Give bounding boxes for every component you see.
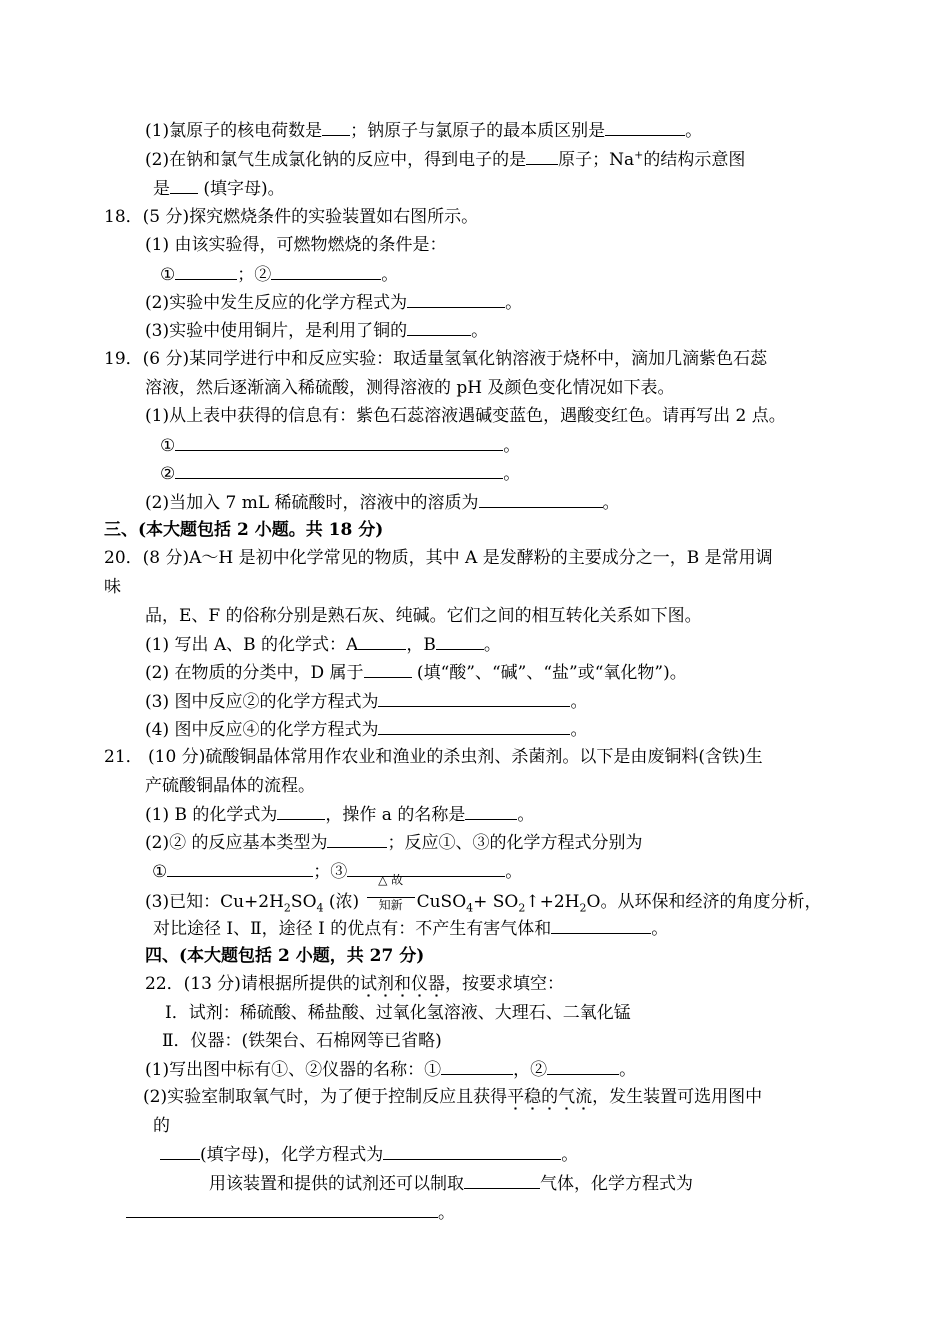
question-text: (5 分)探究燃烧条件的实验装置如右图所示。 [142,207,479,227]
subscript: 4 [316,901,324,915]
question-text: (填“酸”、“碱”、“盐”或“氧化物”)。 [411,663,687,683]
answer-blank[interactable] [551,916,651,934]
answer-blank[interactable] [175,262,237,280]
subscript: 2 [579,901,587,915]
question-text: 用该装置和提供的试剂还可以制取 [209,1174,464,1194]
question-text: (1)写出图中标有①、②仪器的名称：① [145,1060,442,1080]
answer-blank[interactable] [277,802,325,820]
equation-text: + SO [473,892,519,912]
q21-2-line [145,830,642,855]
answer-blank[interactable] [464,1171,540,1189]
condition-top: △ 故 [378,873,404,887]
q19-1-answer-1 [160,433,520,458]
q22-1-line [145,1057,636,1082]
answer-blank[interactable] [441,1057,513,1075]
punctuation: 。 [505,862,523,882]
answer-blank[interactable] [170,176,198,194]
punctuation: 。 [651,919,669,939]
answer-blank[interactable] [383,1142,561,1160]
reagent-list: I．试剂：稀硫酸、稀盐酸、过氧化氢溶液、大理石、二氧化锰 [165,1003,631,1023]
question-number: 21． [104,747,143,767]
punctuation: 。 [438,1203,455,1223]
question-text: (3) 图中反应②的化学方程式为 [145,692,379,712]
q21-cont: 产硫酸铜晶体的流程。 [145,776,315,796]
question-text: ，B [406,635,436,655]
question-text: (2)实验中发生反应的化学方程式为 [145,293,408,313]
circled-number: ① [160,265,176,285]
question-number: 18． [104,207,143,227]
punctuation: 。 [517,805,535,825]
question-text: (填字母)。 [198,179,285,199]
question-text: (2)在钠和氯气生成氯化钠的反应中，得到电子的是 [145,150,527,170]
question-text: (13 分)请根据所提供的 [183,974,360,994]
punctuation: 。 [561,1145,579,1165]
equation-text: CuSO [416,892,467,912]
answer-blank[interactable] [327,830,387,848]
question-text: (1) 写出 A、B 的化学式：A [145,635,359,655]
question-text: ；③ [313,862,348,882]
circled-number: ② [160,464,176,484]
q20-4-line [145,717,587,742]
q22-2c-answer [126,1200,455,1225]
q19-1-text: (1)从上表中获得的信息有：紫色石蕊溶液遇碱变蓝色，遇酸变红色。请再写出 2 点。 [145,406,786,426]
subscript: 2 [518,901,526,915]
superscript: + [634,148,644,162]
answer-blank[interactable] [407,318,471,336]
equation-text: (浓) [323,892,365,912]
q18-2-line [145,290,522,315]
question-text: (2)当加入 7 mL 稀硫酸时，溶液中的溶质为 [145,493,479,513]
answer-blank[interactable] [322,118,350,136]
reaction-condition [365,873,417,912]
answer-blank[interactable] [526,147,558,165]
question-text: (3)实验中使用铜片，是利用了铜的 [145,321,408,341]
q20-wrap: 味 [104,577,121,597]
q17-1-line [145,118,702,143]
answer-blank[interactable] [175,461,503,479]
answer-blank[interactable] [126,1200,438,1218]
punctuation: 。 [471,321,489,341]
q19-heading [104,347,767,371]
question-number: 22． [145,974,184,994]
question-text: 的结构示意图 [643,150,746,170]
question-text: (2)② 的反应基本类型为 [145,833,328,853]
q19-1-answer-2 [160,461,520,486]
q20-cont: 品，E、F 的俗称分别是熟石灰、纯碱。它们之间的相互转化关系如下图。 [145,606,702,626]
answer-blank[interactable] [605,118,685,136]
answer-blank[interactable] [479,490,603,508]
punctuation: 。 [570,692,588,712]
question-text: ，按要求填空： [444,974,564,994]
condition-bottom: 知新 [378,898,403,912]
instrument-list: Ⅱ．仪器：(铁架台、石棉网等已省略) [162,1031,442,1051]
emphasized-text: 试剂和仪器 [360,974,445,998]
answer-blank[interactable] [407,290,505,308]
q22-2-line [143,1085,762,1109]
q21-3-cont [153,916,668,941]
equation-text: SO [290,892,317,912]
q22-2c-line [209,1171,693,1196]
subscript: 2 [283,901,291,915]
emphasized-text: 平稳的气流 [507,1087,592,1111]
q21-1-line [145,802,534,827]
question-number: 20． [104,548,143,568]
question-text: (2) 在物质的分类中，D 属于 [145,663,364,683]
q21-heading [104,745,763,769]
question-text: 对比途径 I、Ⅱ，途径 I 的优点有：不产生有害气体和 [153,919,552,939]
q18-1-blanks [160,262,398,287]
answer-blank[interactable] [167,859,313,877]
question-text: ，发生装置可选用图中 [592,1087,763,1107]
question-text: 是 [153,179,170,199]
punctuation: 。 [503,436,521,456]
section-heading: 三、(本大题包括 2 小题。共 18 分) [104,520,384,540]
q22-2-wrap: 的 [153,1116,170,1136]
q17-2-line [145,147,745,172]
question-text: ；钠原子与氯原子的最本质区别是 [350,121,606,141]
answer-blank[interactable] [271,262,381,280]
question-number: 19． [104,349,143,369]
equation-text: (3)已知：Cu+2H [145,892,284,912]
answer-blank[interactable] [378,717,570,735]
question-text: (8 分)A～H 是初中化学常见的物质，其中 A 是发酵粉的主要成分之一，B 是常用调 [142,548,773,568]
question-text: (10 分)硫酸铜晶体常用作农业和渔业的杀虫剂、杀菌剂。以下是由废铜料(含铁)生 [142,747,763,767]
answer-blank[interactable] [175,433,503,451]
punctuation: 。 [483,635,501,655]
answer-blank[interactable] [364,660,412,678]
question-text: (1) B 的化学式为 [145,805,278,825]
q18-heading [104,205,478,229]
question-text: ，② [513,1060,548,1080]
question-text: (1)氯原子的核电荷数是 [145,121,323,141]
answer-blank[interactable] [547,1057,619,1075]
question-text: O。从环保和经济的角度分析， [586,892,822,912]
circled-number: ① [152,862,168,882]
q19-cont: 溶液，然后逐渐滴入稀硫酸，测得溶液的 pH 及颜色变化情况如下表。 [145,378,675,398]
q19-2-line [145,490,620,515]
q20-1-line [145,632,501,657]
answer-blank[interactable] [358,632,406,650]
q20-3-line [145,689,587,714]
punctuation: 。 [381,265,399,285]
q21-2-blanks [152,859,522,884]
answer-blank[interactable] [378,689,570,707]
question-text: 气体，化学方程式为 [540,1174,693,1194]
q17-2-cont [153,176,285,201]
q21-3-equation-line [145,873,822,915]
punctuation: 。 [505,293,523,313]
punctuation: 。 [503,464,521,484]
q20-2-line [145,660,687,685]
punctuation: 。 [685,121,703,141]
equation-text: ↑+2H [525,892,580,912]
punctuation: 。 [570,720,588,740]
q18-3-line [145,318,488,343]
question-text: (4) 图中反应④的化学方程式为 [145,720,379,740]
question-text: ，操作 a 的名称是 [325,805,466,825]
q22-2b-line [160,1142,578,1167]
question-text: (2)实验室制取氧气时，为了便于控制反应且获得 [143,1087,508,1107]
q20-heading [104,546,773,570]
question-text: (6 分)某同学进行中和反应实验：取适量氢氧化钠溶液于烧杯中，滴加几滴紫色石蕊 [142,349,768,369]
answer-blank[interactable] [160,1142,200,1160]
answer-blank[interactable] [436,632,484,650]
punctuation: 。 [619,1060,637,1080]
section-heading: 四、(本大题包括 2 小题，共 27 分) [145,946,425,966]
punctuation: 。 [602,493,620,513]
q18-1-text: (1) 由该实验得，可燃物燃烧的条件是： [145,235,447,255]
question-text: 原子；Na [558,150,635,170]
question-text: ；反应①、③的化学方程式分别为 [387,833,643,853]
q22-heading [145,972,564,996]
circled-number: ① [160,436,176,456]
question-text: ；② [237,265,272,285]
subscript: 4 [466,901,474,915]
question-text: (填字母)，化学方程式为 [200,1145,384,1165]
answer-blank[interactable] [465,802,517,820]
